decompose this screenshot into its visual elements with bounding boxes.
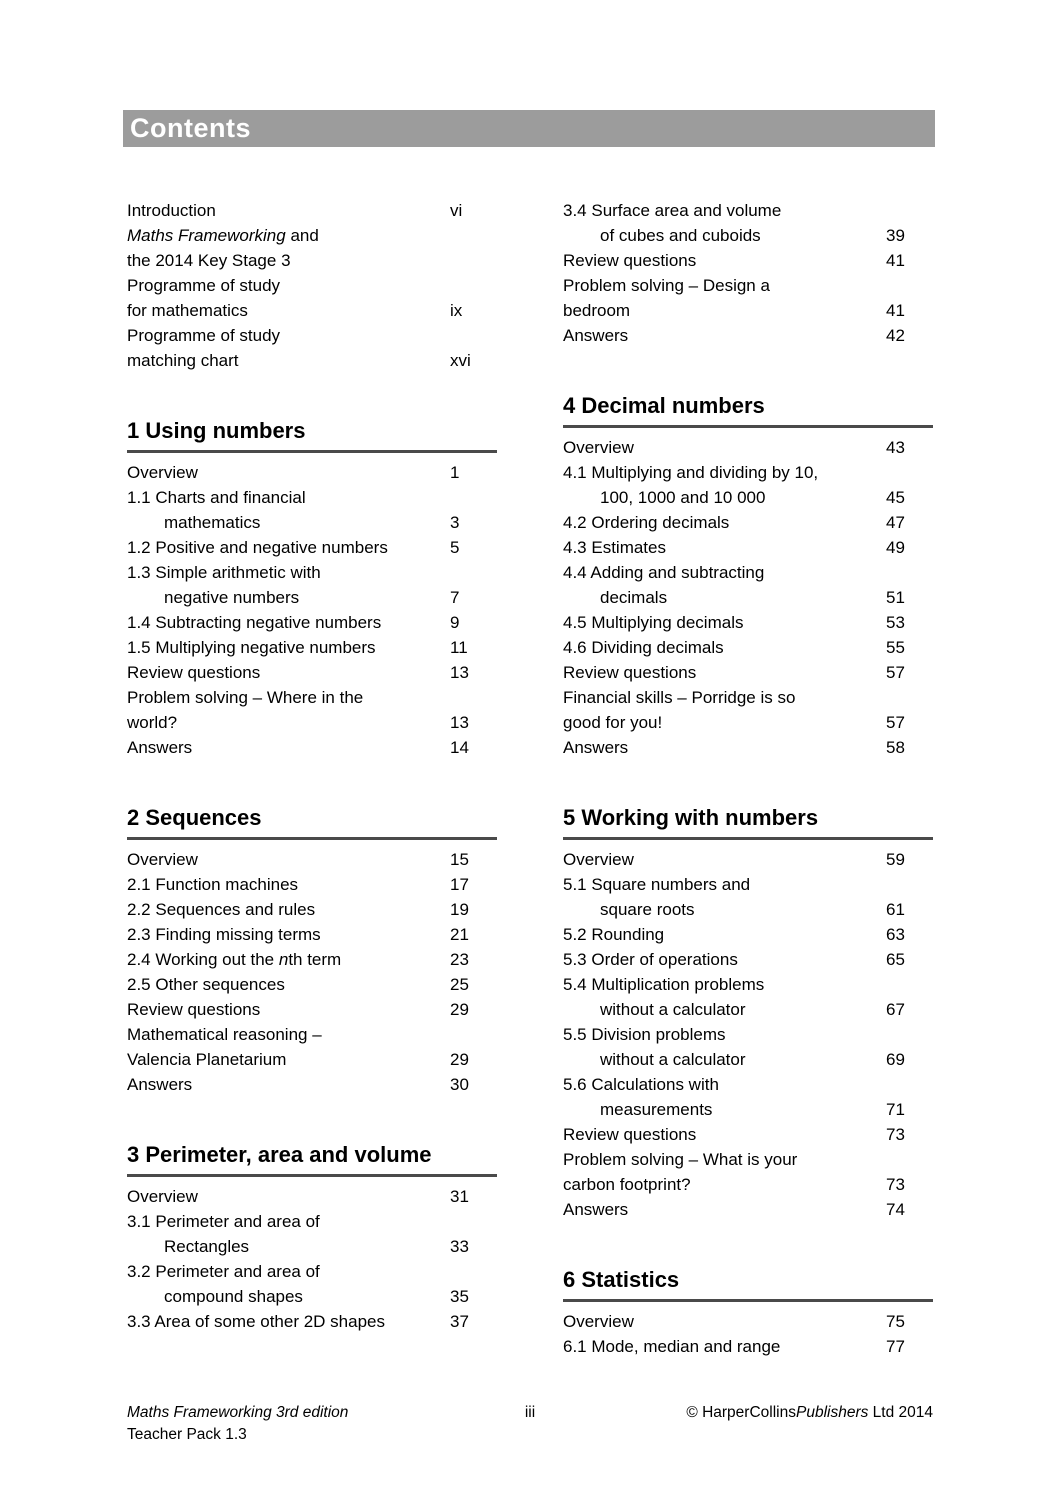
toc-entry xyxy=(563,735,933,760)
toc-columns xyxy=(127,198,933,1359)
toc-entry xyxy=(563,897,933,922)
toc-entry xyxy=(563,198,933,223)
toc-entry-label: 4.2 Ordering decimals xyxy=(563,513,730,532)
toc-entry xyxy=(563,1047,933,1072)
section-heading: 4 Decimal numbers xyxy=(563,393,765,418)
section-heading: 3 Perimeter, area and volume xyxy=(127,1142,432,1167)
toc-entry xyxy=(127,897,497,922)
toc-entry-label: Problem solving – What is your xyxy=(563,1150,798,1169)
toc-entry-page: 37 xyxy=(450,1312,469,1331)
toc-entry-page: 41 xyxy=(886,251,905,270)
toc-entry-page: 15 xyxy=(450,850,469,869)
toc-entry xyxy=(127,585,497,610)
toc-entry-page: 75 xyxy=(886,1312,905,1331)
toc-entry xyxy=(563,585,933,610)
toc-entry-label: 4.3 Estimates xyxy=(563,538,666,557)
toc-entry-page: 31 xyxy=(450,1187,469,1206)
section-rule xyxy=(127,1174,497,1177)
toc-entry-label: Overview xyxy=(127,1187,198,1206)
toc-entry xyxy=(563,1022,933,1047)
toc-entry xyxy=(563,872,933,897)
toc-entry-label: Programme of study xyxy=(127,276,281,295)
toc-entry-page: 49 xyxy=(886,538,905,557)
toc-entry-page: 23 xyxy=(450,950,469,969)
toc-entry-label: 2.3 Finding missing terms xyxy=(127,925,321,944)
toc-entry-page: ix xyxy=(450,301,463,320)
toc-entry xyxy=(563,298,933,323)
toc-entry-label: 2.1 Function machines xyxy=(127,875,299,894)
toc-entry xyxy=(127,460,497,485)
toc-entry xyxy=(563,660,933,685)
toc-entry xyxy=(563,1072,933,1097)
toc-entry xyxy=(563,635,933,660)
toc-entry-page: 71 xyxy=(886,1100,905,1119)
toc-entry xyxy=(127,660,497,685)
toc-entry-page: 73 xyxy=(886,1125,905,1144)
toc-entry xyxy=(563,1172,933,1197)
toc-entry-page: 3 xyxy=(450,513,460,532)
toc-entry-page: 1 xyxy=(450,463,460,482)
toc-entry xyxy=(127,1022,497,1047)
section-heading: 2 Sequences xyxy=(127,805,262,830)
toc-entry-label: 5.6 Calculations with xyxy=(563,1075,719,1094)
toc-entry-label: Answers xyxy=(127,738,193,757)
toc-entry-label: negative numbers xyxy=(164,588,300,607)
toc-entry-page: 39 xyxy=(886,226,905,245)
toc-entry xyxy=(563,685,933,710)
toc-entry-page: 5 xyxy=(450,538,460,557)
toc-entry-label: matching chart xyxy=(127,351,239,370)
toc-entry xyxy=(127,610,497,635)
toc-entry xyxy=(127,298,497,323)
toc-section xyxy=(563,392,933,760)
toc-entry-label: Maths Frameworking and xyxy=(127,226,319,245)
toc-entry-page: 41 xyxy=(886,301,905,320)
toc-entry-label: 1.5 Multiplying negative numbers xyxy=(127,638,376,657)
page-footer xyxy=(127,1402,933,1446)
toc-entry-page: 19 xyxy=(450,900,469,919)
toc-entry xyxy=(127,735,497,760)
toc-entry xyxy=(563,972,933,997)
toc-entry xyxy=(563,535,933,560)
toc-entry-page: 35 xyxy=(450,1287,469,1306)
toc-entry-page: 29 xyxy=(450,1000,469,1019)
toc-entry xyxy=(127,997,497,1022)
toc-entry-label: Overview xyxy=(563,1312,634,1331)
toc-entry xyxy=(127,248,497,273)
toc-entry xyxy=(563,510,933,535)
toc-entry xyxy=(563,1334,933,1359)
toc-entry-page: 55 xyxy=(886,638,905,657)
toc-entry xyxy=(563,273,933,298)
toc-entry xyxy=(563,1197,933,1222)
toc-entry-label: Review questions xyxy=(563,1125,697,1144)
toc-entry-label: without a calculator xyxy=(600,1050,746,1069)
footer-page-number: iii xyxy=(524,1404,536,1421)
toc-entry-label: 3.4 Surface area and volume xyxy=(563,201,782,220)
toc-entry-label: good for you! xyxy=(563,713,663,732)
toc-entry-page: 59 xyxy=(886,850,905,869)
section-heading: 5 Working with numbers xyxy=(563,805,819,830)
toc-column-left xyxy=(127,198,497,1359)
toc-entry-page: 42 xyxy=(886,326,905,345)
toc-entry xyxy=(127,273,497,298)
toc-entry xyxy=(127,560,497,585)
toc-entry-page: 7 xyxy=(450,588,460,607)
toc-entry-page: 9 xyxy=(450,613,460,632)
section-rule xyxy=(127,450,497,453)
toc-entry xyxy=(563,847,933,872)
toc-entry xyxy=(563,922,933,947)
toc-entry xyxy=(127,198,497,223)
toc-entry-page: 47 xyxy=(886,513,905,532)
toc-entry-label: Rectangles xyxy=(164,1237,250,1256)
toc-entry-label: 4.6 Dividing decimals xyxy=(563,638,724,657)
toc-entry-label: Review questions xyxy=(127,1000,261,1019)
toc-entry xyxy=(127,872,497,897)
toc-entry-page: 13 xyxy=(450,663,469,682)
toc-entry xyxy=(127,685,497,710)
toc-entry-label: 5.2 Rounding xyxy=(563,925,665,944)
toc-entry-page: 65 xyxy=(886,950,905,969)
toc-entry-label: Overview xyxy=(563,438,634,457)
toc-entry-label: mathematics xyxy=(164,513,261,532)
toc-section xyxy=(127,804,497,1097)
toc-entry-label: Review questions xyxy=(563,663,697,682)
toc-entry-label: for mathematics xyxy=(127,301,248,320)
toc-entry xyxy=(563,485,933,510)
toc-entry xyxy=(563,560,933,585)
toc-entry-page: 77 xyxy=(886,1337,905,1356)
toc-entry xyxy=(127,1259,497,1284)
toc-entry-label: Valencia Planetarium xyxy=(127,1050,287,1069)
toc-entry-label: 4.1 Multiplying and dividing by 10, xyxy=(563,463,819,482)
footer-edition-line1: Maths Frameworking 3rd edition xyxy=(127,1404,349,1421)
toc-entry-label: Answers xyxy=(563,326,629,345)
toc-entry-label: 100, 1000 and 10 000 xyxy=(600,488,766,507)
toc-entry xyxy=(127,510,497,535)
toc-entry-page: 17 xyxy=(450,875,469,894)
toc-entry-page: 58 xyxy=(886,738,905,757)
toc-entry-page: 14 xyxy=(450,738,469,757)
toc-entry-label: 3.1 Perimeter and area of xyxy=(127,1212,320,1231)
toc-entry-label: Introduction xyxy=(127,201,216,220)
toc-entry-label: 6.1 Mode, median and range xyxy=(563,1337,781,1356)
toc-entry-label: 1.4 Subtracting negative numbers xyxy=(127,613,382,632)
toc-entry xyxy=(563,223,933,248)
toc-entry-label: compound shapes xyxy=(164,1287,303,1306)
toc-entry-label: square roots xyxy=(600,900,695,919)
page-title xyxy=(123,110,935,147)
toc-entry xyxy=(127,1047,497,1072)
section-rule xyxy=(563,425,933,428)
page-title-text: Contents xyxy=(130,113,251,143)
toc-entry xyxy=(127,348,497,373)
toc-entry xyxy=(127,635,497,660)
toc-entry-label: of cubes and cuboids xyxy=(600,226,761,245)
section-rule xyxy=(127,837,497,840)
toc-block xyxy=(127,198,497,373)
toc-entry xyxy=(127,1309,497,1334)
toc-section xyxy=(563,804,933,1222)
toc-entry-label: Programme of study xyxy=(127,326,281,345)
toc-section xyxy=(127,417,497,760)
toc-entry-label: 5.4 Multiplication problems xyxy=(563,975,765,994)
toc-entry-label: Answers xyxy=(563,738,629,757)
toc-entry xyxy=(563,460,933,485)
toc-entry xyxy=(563,248,933,273)
toc-entry-page: vi xyxy=(450,201,463,220)
toc-entry-page: 13 xyxy=(450,713,469,732)
toc-entry-label: 2.5 Other sequences xyxy=(127,975,285,994)
toc-entry-label: carbon footprint? xyxy=(563,1175,691,1194)
toc-entry-label: the 2014 Key Stage 3 xyxy=(127,251,291,270)
toc-entry xyxy=(127,323,497,348)
toc-entry-page: 69 xyxy=(886,1050,905,1069)
footer-copyright: © HarperCollinsPublishers Ltd 2014 xyxy=(686,1404,934,1421)
toc-entry-label: Financial skills – Porridge is so xyxy=(563,688,796,707)
toc-entry-page: 21 xyxy=(450,925,469,944)
toc-entry-label: decimals xyxy=(600,588,668,607)
toc-entry xyxy=(563,947,933,972)
toc-entry xyxy=(563,1309,933,1334)
toc-entry-label: without a calculator xyxy=(600,1000,746,1019)
toc-column-right xyxy=(563,198,933,1359)
toc-entry xyxy=(127,1072,497,1097)
toc-entry xyxy=(127,710,497,735)
toc-entry-page: 61 xyxy=(886,900,905,919)
toc-entry-label: 2.2 Sequences and rules xyxy=(127,900,316,919)
toc-entry-label: Overview xyxy=(127,850,198,869)
toc-entry-page: 25 xyxy=(450,975,469,994)
toc-entry-label: 3.2 Perimeter and area of xyxy=(127,1262,320,1281)
toc-entry xyxy=(127,922,497,947)
toc-entry xyxy=(563,323,933,348)
toc-entry-label: 5.5 Division problems xyxy=(563,1025,726,1044)
toc-entry xyxy=(563,997,933,1022)
toc-entry-label: Problem solving – Design a xyxy=(563,276,770,295)
toc-entry xyxy=(127,1184,497,1209)
toc-entry-label: Review questions xyxy=(563,251,697,270)
toc-entry-page: 51 xyxy=(886,588,905,607)
toc-entry-label: 5.1 Square numbers and xyxy=(563,875,751,894)
toc-entry xyxy=(563,1122,933,1147)
toc-entry-page: 30 xyxy=(450,1075,469,1094)
toc-entry-label: Answers xyxy=(563,1200,629,1219)
toc-entry xyxy=(127,223,497,248)
toc-entry-label: 4.4 Adding and subtracting xyxy=(563,563,765,582)
footer-edition xyxy=(127,1402,396,1446)
toc-entry-page: 74 xyxy=(886,1200,905,1219)
toc-entry-page: 33 xyxy=(450,1237,469,1256)
toc-entry xyxy=(127,972,497,997)
toc-entry-page: 11 xyxy=(450,638,468,657)
section-rule xyxy=(563,1299,933,1302)
toc-entry-page: 57 xyxy=(886,713,905,732)
toc-entry-label: bedroom xyxy=(563,301,631,320)
toc-entry-page: 43 xyxy=(886,438,905,457)
toc-entry xyxy=(563,435,933,460)
section-heading: 6 Statistics xyxy=(563,1267,680,1292)
toc-entry-label: Mathematical reasoning – xyxy=(127,1025,322,1044)
toc-entry xyxy=(127,485,497,510)
footer-edition-line2: Teacher Pack 1.3 xyxy=(127,1426,247,1443)
toc-entry-label: 1.2 Positive and negative numbers xyxy=(127,538,388,557)
toc-entry-label: 2.4 Working out the nth term xyxy=(127,950,342,969)
toc-entry xyxy=(127,947,497,972)
toc-entry-page: 53 xyxy=(886,613,905,632)
toc-entry xyxy=(563,1147,933,1172)
toc-entry-label: Answers xyxy=(127,1075,193,1094)
section-rule xyxy=(563,837,933,840)
toc-entry-label: Review questions xyxy=(127,663,261,682)
toc-section xyxy=(127,1141,497,1334)
toc-entry xyxy=(563,610,933,635)
toc-entry-page: 67 xyxy=(886,1000,905,1019)
toc-entry-page: 29 xyxy=(450,1050,469,1069)
toc-entry xyxy=(563,710,933,735)
toc-entry-label: 1.1 Charts and financial xyxy=(127,488,306,507)
toc-entry-label: 4.5 Multiplying decimals xyxy=(563,613,744,632)
toc-entry-label: Problem solving – Where in the xyxy=(127,688,364,707)
toc-entry xyxy=(127,1209,497,1234)
section-heading: 1 Using numbers xyxy=(127,418,306,443)
toc-entry xyxy=(563,1097,933,1122)
toc-entry-label: 1.3 Simple arithmetic with xyxy=(127,563,321,582)
toc-entry-label: Overview xyxy=(127,463,198,482)
toc-entry-page: 45 xyxy=(886,488,905,507)
toc-entry-page: 63 xyxy=(886,925,905,944)
toc-entry-page: 73 xyxy=(886,1175,905,1194)
toc-entry-label: 3.3 Area of some other 2D shapes xyxy=(127,1312,385,1331)
toc-entry-label: world? xyxy=(127,713,178,732)
toc-entry xyxy=(127,535,497,560)
toc-entry-label: Overview xyxy=(563,850,634,869)
toc-block xyxy=(563,198,933,348)
toc-entry-label: measurements xyxy=(600,1100,713,1119)
toc-entry-page: 57 xyxy=(886,663,905,682)
toc-entry-label: 5.3 Order of operations xyxy=(563,950,738,969)
toc-entry xyxy=(127,1234,497,1259)
toc-section xyxy=(563,1266,933,1359)
toc-entry-page: xvi xyxy=(450,351,471,370)
toc-entry xyxy=(127,847,497,872)
toc-entry xyxy=(127,1284,497,1309)
